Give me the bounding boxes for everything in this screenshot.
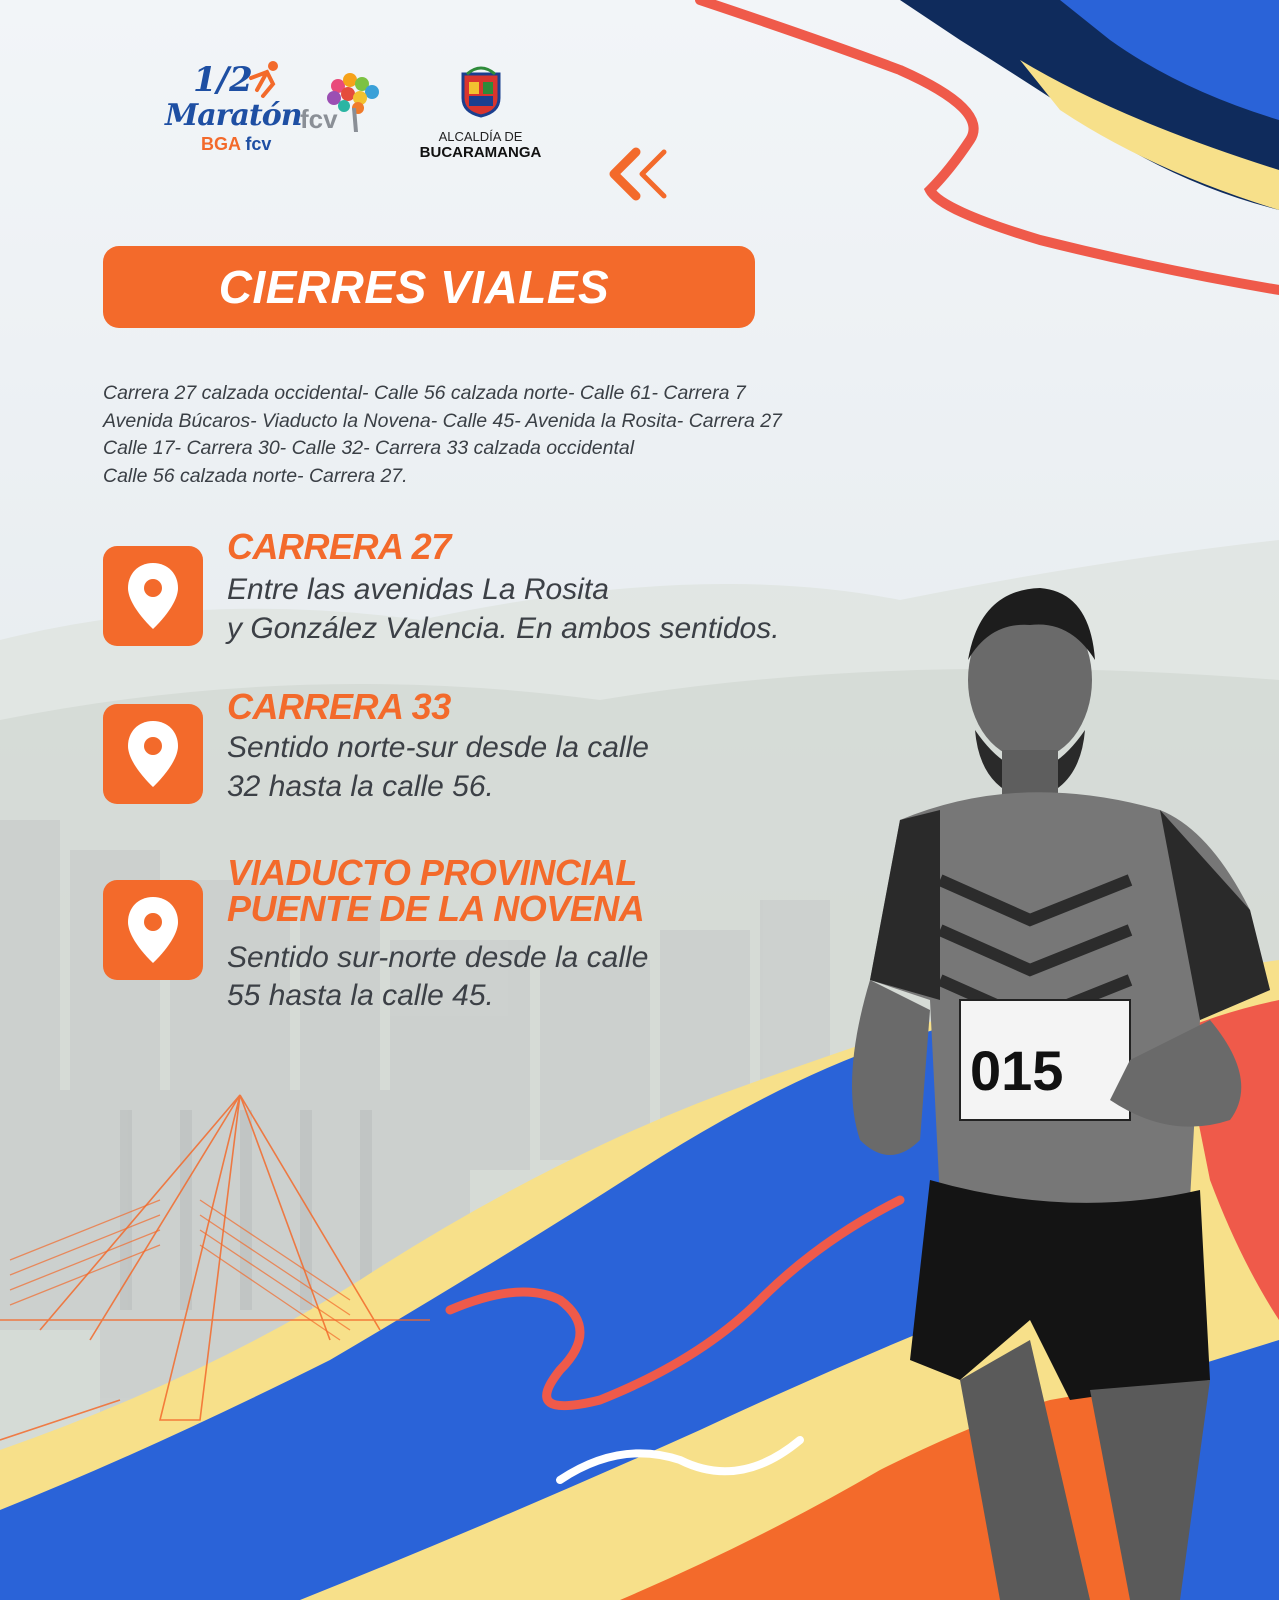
sponsor-logos bbox=[165, 60, 548, 161]
closure-title: CARRERA 27 bbox=[227, 526, 451, 567]
location-pin-icon bbox=[125, 561, 181, 631]
route-line: Carrera 27 calzada occidental- Calle 56 calzada norte- Calle 61- Carrera 7 bbox=[103, 382, 746, 404]
route-line: Avenida Búcaros- Viaducto la Novena- Calle 45- Avenida la Rosita- Carrera 27 bbox=[103, 409, 782, 432]
closure-description-line: 32 hasta la calle 56. bbox=[227, 770, 494, 803]
fcv-logo bbox=[300, 60, 395, 150]
fcv-text: fcv bbox=[300, 104, 338, 134]
maraton-fcv: fcv bbox=[245, 134, 272, 154]
closure-description-line: y González Valencia. En ambos sentidos. bbox=[227, 612, 780, 645]
maraton-bga: BGA bbox=[201, 134, 241, 154]
location-pin-icon bbox=[125, 895, 181, 965]
closure-title: VIADUCTO PROVINCIAL bbox=[227, 852, 637, 893]
maraton-word: Maratón bbox=[165, 98, 302, 133]
alcaldia-logo bbox=[413, 60, 548, 161]
closure-title: CARRERA 33 bbox=[227, 686, 451, 727]
page-title: CIERRES VIALES bbox=[218, 261, 610, 313]
closure-description-line: 55 hasta la calle 45. bbox=[227, 979, 494, 1012]
runner-photo bbox=[830, 580, 1279, 1600]
maraton-subtitle bbox=[201, 134, 271, 155]
media-maraton-logo bbox=[165, 60, 302, 160]
alcaldia-line2: BUCARAMANGA bbox=[419, 144, 542, 161]
maraton-half-text: 1/2 bbox=[193, 60, 253, 100]
runner-bib-number: 015 bbox=[970, 1039, 1064, 1102]
location-pin-badge bbox=[103, 704, 203, 804]
double-chevron-left-icon bbox=[606, 146, 676, 202]
location-pin-icon bbox=[125, 719, 181, 789]
closure-description-line: Entre las avenidas La Rosita bbox=[227, 573, 609, 606]
route-line: Calle 56 calzada norte- Carrera 27. bbox=[103, 464, 408, 487]
closure-description-line: Sentido sur-norte desde la calle bbox=[227, 941, 649, 974]
runner-figure-icon bbox=[243, 60, 283, 100]
title-banner bbox=[103, 246, 755, 328]
closure-title: PUENTE DE LA NOVENA bbox=[227, 888, 645, 929]
closure-description-line: Sentido norte-sur desde la calle bbox=[227, 731, 649, 764]
route-line: Calle 17- Carrera 30- Calle 32- Carrera 33 calzada occidental bbox=[103, 437, 635, 459]
location-pin-badge bbox=[103, 880, 203, 980]
location-pin-badge bbox=[103, 546, 203, 646]
route-description bbox=[103, 380, 863, 490]
alcaldia-line1: ALCALDÍA DE bbox=[438, 129, 523, 144]
coat-of-arms-icon bbox=[453, 64, 509, 118]
